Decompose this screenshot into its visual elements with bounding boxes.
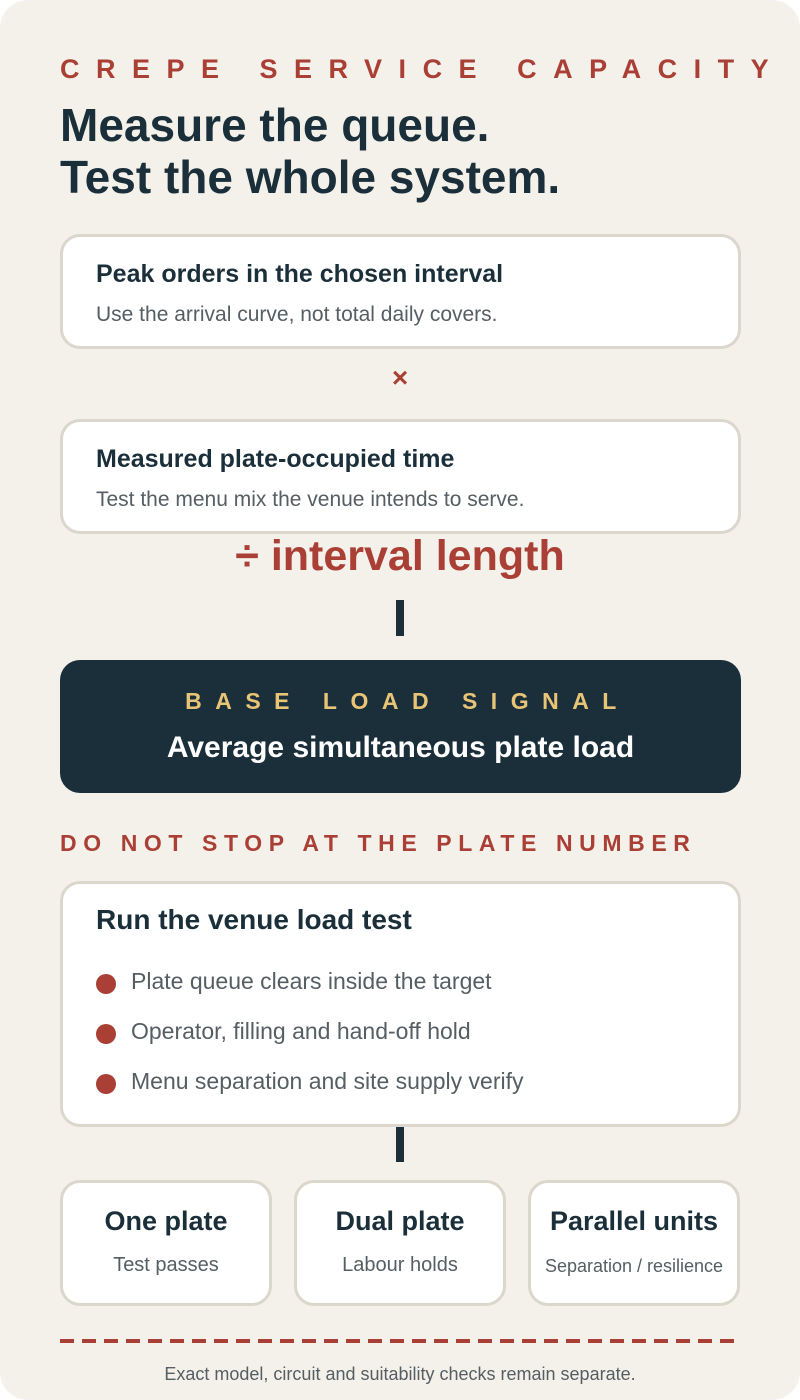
option-title: One plate bbox=[104, 1206, 228, 1236]
connector-line bbox=[396, 1127, 404, 1162]
base-load-signal-panel bbox=[60, 660, 741, 793]
option-dual-plate bbox=[294, 1180, 506, 1306]
load-test-title: Run the venue load test bbox=[96, 904, 412, 935]
option-one-plate bbox=[60, 1180, 272, 1306]
peak-orders-card bbox=[60, 234, 741, 349]
check-text: Plate queue clears inside the target bbox=[131, 968, 492, 994]
peak-orders-subtitle: Use the arrival curve, not total daily covers. bbox=[96, 303, 498, 326]
divide-interval-label: ÷ interval length bbox=[235, 532, 565, 580]
bullet-icon bbox=[96, 974, 116, 994]
signal-value: Average simultaneous plate load bbox=[166, 731, 635, 764]
check-text: Operator, filling and hand-off hold bbox=[131, 1018, 471, 1044]
bullet-icon bbox=[96, 1074, 116, 1094]
check-text: Menu separation and site supply verify bbox=[131, 1068, 524, 1094]
signal-label: BASE LOAD SIGNAL bbox=[185, 688, 630, 714]
connector-line bbox=[396, 600, 404, 636]
option-parallel-units bbox=[528, 1180, 740, 1306]
load-test-card bbox=[60, 881, 741, 1127]
multiply-icon: × bbox=[391, 362, 409, 393]
option-title: Parallel units bbox=[549, 1206, 719, 1236]
headline-line-1: Measure the queue. bbox=[60, 99, 490, 151]
headline bbox=[60, 99, 560, 203]
warning-heading: DO NOT STOP AT THE PLATE NUMBER bbox=[60, 830, 697, 856]
option-note: Test passes bbox=[113, 1254, 219, 1276]
plate-time-card bbox=[60, 419, 741, 534]
headline-line-2: Test the whole system. bbox=[60, 151, 561, 203]
plate-time-title: Measured plate-occupied time bbox=[96, 445, 455, 473]
dashed-divider bbox=[60, 1339, 741, 1343]
option-note: Labour holds bbox=[342, 1254, 458, 1276]
footnote: Exact model, circuit and suitability checks remain separate. bbox=[164, 1364, 636, 1384]
peak-orders-title: Peak orders in the chosen interval bbox=[96, 260, 504, 288]
option-title: Dual plate bbox=[335, 1206, 465, 1236]
bullet-icon bbox=[96, 1024, 116, 1044]
option-note: Separation / resilience bbox=[544, 1256, 724, 1276]
plate-time-subtitle: Test the menu mix the venue intends to serve. bbox=[96, 488, 525, 511]
eyebrow-title: CREPE SERVICE CAPACITY bbox=[60, 54, 786, 84]
